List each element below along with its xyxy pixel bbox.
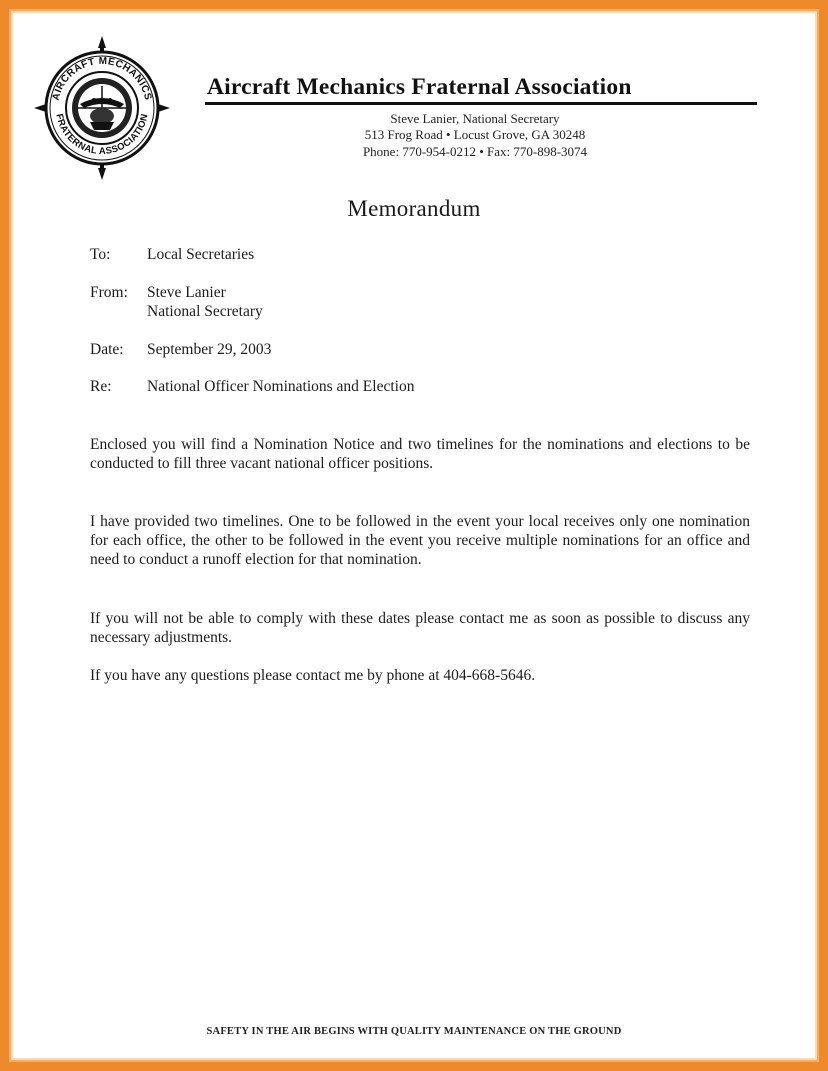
from-title: National Secretary — [147, 303, 263, 320]
header-divider — [205, 102, 757, 105]
body-paragraph-2: I have provided two timelines. One to be followed in the event your local receives only one nomination for each office, the other to be followed in the event you receive multiple nominations for an office and need to conduct a runoff election for that nomination. — [90, 513, 750, 568]
re-value: National Officer Nominations and Election — [147, 378, 415, 395]
body-paragraph-1: Enclosed you will find a Nomination Notice and two timelines for the nominations and elections to be conducted to fill three vacant national officer positions. — [90, 436, 750, 472]
svg-text:AIRCRAFT MECHANICS: AIRCRAFT MECHANICS — [50, 55, 154, 102]
date-label: Date: — [90, 341, 124, 358]
to-value: Local Secretaries — [147, 246, 255, 263]
footer-motto: SAFETY IN THE AIR BEGINS WITH QUALITY MAINTENANCE ON THE GROUND — [206, 1026, 622, 1037]
contact-name-line: Steve Lanier, National Secretary — [390, 111, 560, 126]
association-seal-logo — [32, 34, 172, 182]
from-name: Steve Lanier — [147, 284, 226, 301]
from-label: From: — [90, 284, 128, 301]
date-value: September 29, 2003 — [147, 341, 272, 358]
contact-phone-line: Phone: 770-954-0212 • Fax: 770-898-3074 — [362, 144, 588, 159]
organization-name: Aircraft Mechanics Fraternal Association — [207, 74, 632, 100]
to-label: To: — [90, 246, 111, 263]
re-label: Re: — [90, 378, 112, 395]
svg-text:FRATERNAL ASSOCIATION: FRATERNAL ASSOCIATION — [53, 112, 151, 158]
memo-title: Memorandum — [347, 196, 481, 221]
contact-address-line: 513 Frog Road • Locust Grove, GA 30248 — [364, 127, 586, 142]
body-paragraph-3: If you will not be able to comply with these dates please contact me as soon as possible to discuss any necessary adjustments. — [90, 610, 750, 646]
body-paragraph-4: If you have any questions please contact me by phone at 404-668-5646. — [90, 667, 536, 684]
